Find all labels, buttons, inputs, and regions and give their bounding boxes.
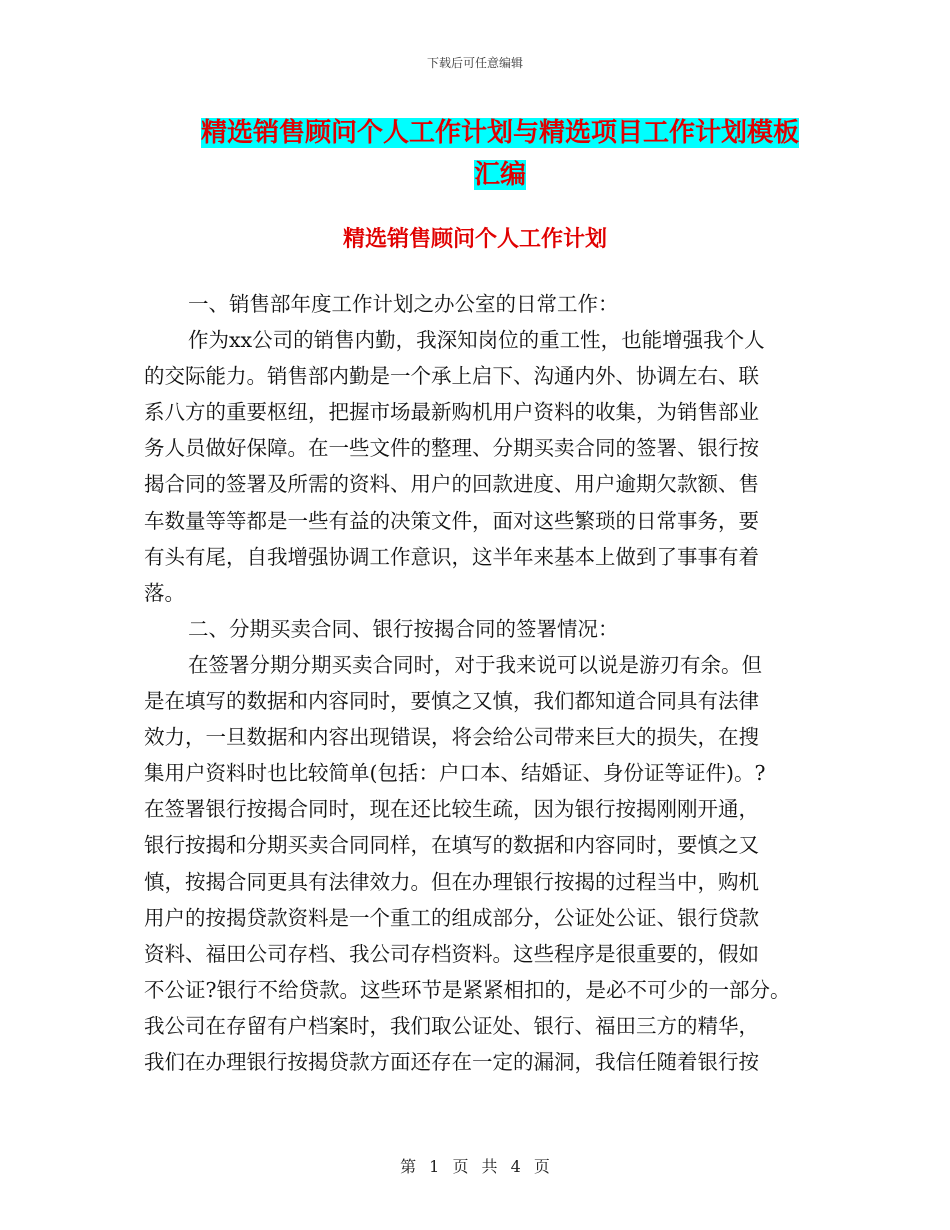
paragraph-line: 用户的按揭贷款资料是一个重工的组成部分，公证处公证、银行贷款 (144, 905, 759, 930)
paragraph-line: 我们在办理银行按揭贷款方面还存在一定的漏洞，我信任随着银行按 (144, 1049, 759, 1074)
paragraph-line: 银行按揭和分期买卖合同同样，在填写的数据和内容同时，要慎之又 (144, 833, 759, 858)
paragraph-line: 车数量等等都是一些有益的决策文件，面对这些繁琐的日常事务，要 (144, 508, 759, 533)
paragraph-line: 在签署银行按揭合同时，现在还比较生疏，因为银行按揭刚刚开通， (144, 797, 759, 822)
paragraph-line: 的交际能力。销售部内勤是一个承上启下、沟通内外、协调左右、联 (144, 364, 759, 389)
document-title-line-2: 汇编 (473, 160, 526, 190)
paragraph-line: 在签署分期分期买卖合同时，对于我来说可以说是游刃有余。但 (188, 652, 762, 677)
paragraph-line: 效力，一旦数据和内容出现错误，将会给公司带来巨大的损失，在搜 (144, 725, 759, 750)
paragraph-line: 作为xx公司的销售内勤，我深知岗位的重工性，也能增强我个人 (188, 328, 765, 353)
paragraph-line: 务人员做好保障。在一些文件的整理、分期买卖合同的签署、银行按 (144, 436, 759, 461)
document-title-line-1: 精选销售顾问个人工作计划与精选项目工作计划模板 (200, 118, 799, 148)
section-title: 精选销售顾问个人工作计划 (342, 227, 607, 252)
paragraph-line: 二、分期买卖合同、银行按揭合同的签署情况： (188, 616, 619, 641)
header-note: 下载后可任意编辑 (426, 56, 523, 70)
paragraph-line: 系八方的重要枢纽，把握市场最新购机用户资料的收集，为销售部业 (144, 400, 759, 425)
body-text (144, 286, 820, 1080)
page-number-footer: 第 1 页 共 4 页 (400, 1157, 550, 1176)
paragraph-line: 我公司在存留有户档案时，我们取公证处、银行、福田三方的精华， (144, 1013, 759, 1038)
document-title (150, 112, 850, 196)
paragraph-line: 是在填写的数据和内容同时，要慎之又慎，我们都知道合同具有法律 (144, 689, 759, 714)
paragraph-line: 落。 (144, 580, 185, 605)
paragraph-line: 有头有尾，自我增强协调工作意识，这半年来基本上做到了事事有着 (144, 544, 759, 569)
paragraph-line: 不公证?银行不给贷款。这些环节是紧紧相扣的，是必不可少的一部分。 (144, 977, 791, 1002)
paragraph-line: 集用户资料时也比较简单(包括：户口本、结婚证、身份证等证件)。? (144, 761, 766, 786)
paragraph-line: 慎，按揭合同更具有法律效力。但在办理银行按揭的过程当中，购机 (144, 869, 759, 894)
paragraph-line: 资料、福田公司存档、我公司存档资料。这些程序是很重要的，假如 (144, 941, 759, 966)
paragraph-line: 一、销售部年度工作计划之办公室的日常工作： (188, 292, 619, 316)
paragraph-line: 揭合同的签署及所需的资料、用户的回款进度、用户逾期欠款额、售 (144, 472, 759, 497)
